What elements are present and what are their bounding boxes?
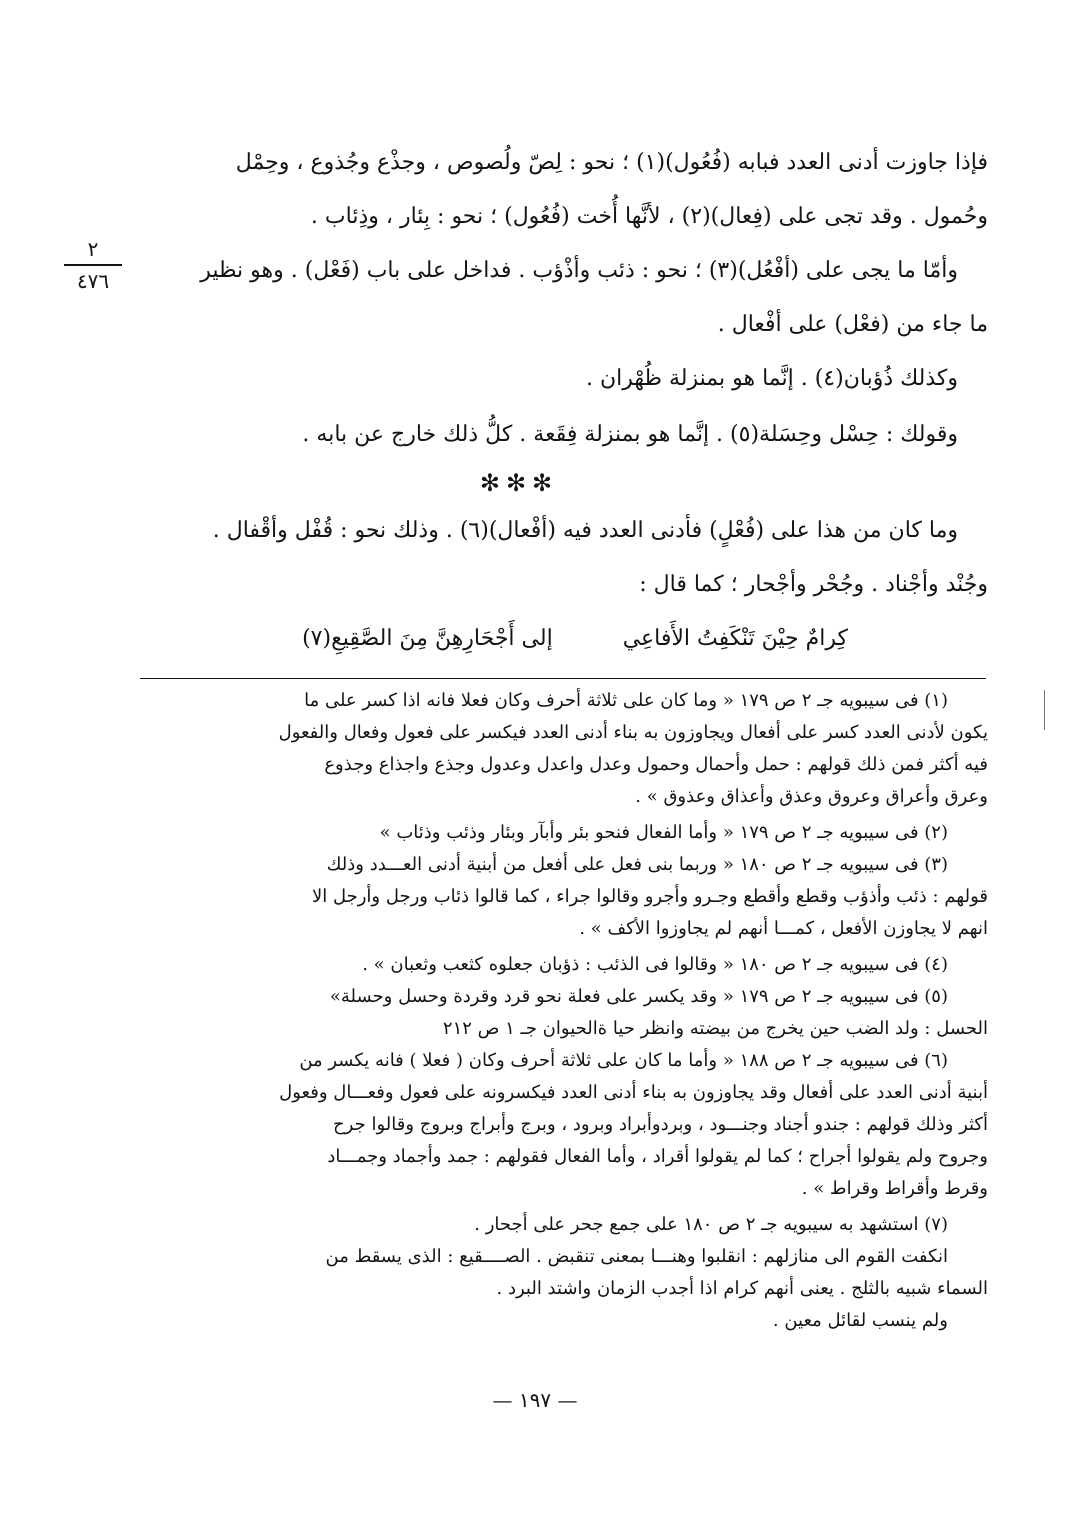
verse-hemistich-1: كِرامٌ حِيْنَ تَنْكَفِتُ الأَفاعِي — [622, 626, 848, 651]
margin-reference — [58, 236, 128, 294]
page-number: — ١٩٧ — — [492, 1388, 578, 1412]
text-line: وما كان من هذا على (فُعْلٍ) فأدنى العدد فيه (أفْعال)(٦) . وذلك نحو : قُفْل وأقْفال . — [212, 518, 958, 543]
footnote-line: (١) فى سيبويه جـ ٢ ص ١٧٩ « وما كان على ثلاثة أحرف وكان فعلا فانه اذا كسر على ما — [304, 690, 948, 711]
footnote-line: انكفت القوم الى منازلهم : انقلبوا وهنـــا بمعنى تنقبض . الصــــقيع : الذى يسقط من — [325, 1246, 948, 1267]
margin-reference-top: ٢ — [87, 237, 99, 261]
footnote-line: (٢) فى سيبويه جـ ٢ ص ١٧٩ « وأما الفعال فنحو بئر وأبآر وبئار وذئب وذئاب » — [379, 822, 948, 843]
margin-mark — [1044, 690, 1047, 730]
footnote-line: يكون لأدنى العدد كسر على أفعال ويجاوزون به بناء أدنى العدد فيكسر على فعول وفعال والفعول — [278, 722, 988, 743]
verse-hemistich-2: إلى أَجْحَارِهِنَّ مِنَ الصَّقِيعِ(٧) — [302, 626, 553, 651]
text-line: ما جاء من (فعْل) على أفْعال . — [717, 312, 988, 337]
footnote-line: وعرق وأعراق وعروق وعذق وأعذاق وعذوق » . — [635, 786, 988, 807]
text-line: وقولك : حِسْل وحِسَلة(٥) . إنَّما هو بمنزلة فِقَعة . كلُّ ذلك خارج عن بابه . — [302, 422, 958, 447]
main-text — [130, 135, 988, 667]
text-line: وكذلك ذُؤبان(٤) . إنَّما هو بمنزلة ظُهْران . — [585, 366, 958, 391]
footnote-line: وقرط وأقراط وقراط » . — [801, 1178, 988, 1199]
footnote-line: أبنية أدنى العدد على أفعال وقد يجاوزون به بناء أدنى العدد فيكسرونه على فعول وفعـــال وفعول — [279, 1082, 988, 1103]
text-line: وجُنْد وأجْناد . وجُحْر وأجْحار ؛ كما قال : — [639, 572, 988, 597]
footnote-line: أكثر وذلك قولهم : جندو أجناد وجنـــود ، وبردوأبراد وبرود ، وبرج وأبراج وبروج وقالوا جرح — [333, 1114, 988, 1135]
footnote-line: الحسل : ولد الضب حين يخرج من بيضته وانظر حيا ةالحيوان جـ ١ ص ٢١٢ — [442, 1018, 988, 1039]
footnote-line: (٤) فى سيبويه جـ ٢ ص ١٨٠ « وقالوا فى الذئب : ذؤبان جعلوه كثعب وثعبان » . — [362, 954, 948, 975]
text-line: وأمّا ما يجى على (أفْعُل)(٣) ؛ نحو : ذئب وأذْؤب . فداخل على باب (فَعْل) . وهو نظير — [200, 258, 958, 283]
footnote-line: (٦) فى سيبويه جـ ٢ ص ١٨٨ « وأما ما كان على ثلاثة أحرف وكان ( فعلا ) فانه يكسر من — [299, 1050, 948, 1071]
footnote-line: السماء شبيه بالثلج . يعنى أنهم كرام اذا أجدب الزمان واشتد البرد . — [496, 1278, 988, 1299]
footnote-line: انهم لا يجاوزن الأفعل ، كمـــا أنهم لم يجاوزوا الأكف » . — [579, 918, 988, 939]
footnote-separator — [140, 678, 986, 679]
text-line: وحُمول . وقد تجى على (فِعال)(٢) ، لأنَّها أُخت (فُعُول) ؛ نحو : بِئار ، وذِئاب . — [310, 204, 988, 229]
margin-reference-bottom: ٤٧٦ — [76, 269, 110, 293]
footnote-line: قولهم : ذئب وأذؤب وقطع وأقطع وجـرو وأجرو وقالوا جراء ، كما قالوا ذئاب ورجل وأرجل الا — [311, 886, 988, 907]
margin-reference-rule — [64, 264, 122, 266]
footnote-line: فيه أكثر فمن ذلك قولهم : حمل وأحمال وحمول وعدل واعدل وعدول وجذع واجذاع وجذوع — [324, 754, 988, 775]
footnotes — [138, 685, 988, 1337]
poetry-verse — [130, 611, 988, 667]
section-ornament: ✻✻✻ — [479, 469, 559, 497]
footnote-line: (٥) فى سيبويه جـ ٢ ص ١٧٩ « وقد يكسر على فعلة نحو قرد وقردة وحسل وحسلة» — [329, 986, 948, 1007]
text-line: فإذا جاوزت أدنى العدد فبابه (فُعُول)(١) ؛ نحو : لِصّ ولُصوص ، وجذْع وجُذوع ، وحِمْل — [235, 150, 988, 175]
footnote-line: ولم ينسب لقائل معين . — [772, 1310, 948, 1331]
footnote-line: (٧) استشهد به سيبويه جـ ٢ ص ١٨٠ على جمع جحر على أجحار . — [474, 1214, 948, 1235]
footnote-line: وجروح ولم يقولوا أجراح ؛ كما لم يقولوا أقراد ، وأما الفعال فقولهم : جمد وأجماد وجمـــاد — [327, 1146, 988, 1167]
footnote-line: (٣) فى سيبويه جـ ٢ ص ١٨٠ « وربما بنى فعل على أفعل من أبنية أدنى العـــدد وذلك — [326, 854, 948, 875]
